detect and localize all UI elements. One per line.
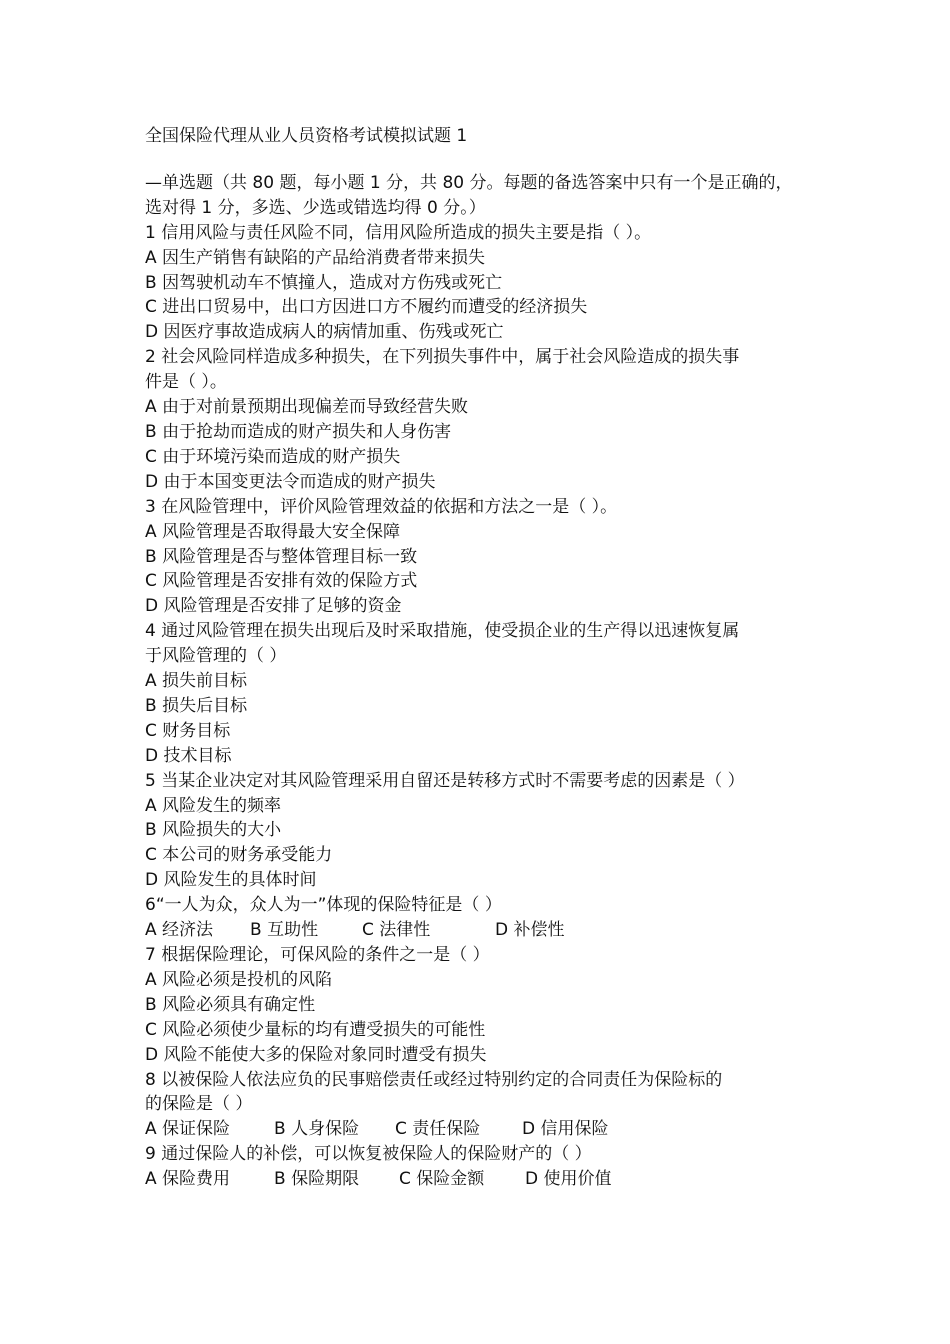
option-d: D 由于本国变更法令而造成的财产损失 bbox=[145, 471, 436, 492]
option-a: A 经济法 bbox=[145, 920, 214, 941]
question-stem: 3 在风险管理中，评价风险管理效益的依据和方法之一是（ ）。 bbox=[145, 496, 618, 517]
question-stem: 的保险是（ ） bbox=[145, 1094, 253, 1115]
question-stem: 于风险管理的（ ） bbox=[145, 646, 287, 667]
intro-line: —单选题（共 80 题，每小题 1 分，共 80 分。每题的备选答案中只有一个是正确的， bbox=[145, 172, 793, 193]
inline-options bbox=[145, 1117, 825, 1142]
option-c: C 财务目标 bbox=[145, 720, 231, 741]
option-c: C 法律性 bbox=[362, 920, 431, 941]
question-4 bbox=[145, 619, 825, 768]
question-5 bbox=[145, 769, 825, 894]
option-c: C 保险金额 bbox=[399, 1169, 485, 1190]
question-stem: 4 通过风险管理在损失出现后及时采取措施，使受损企业的生产得以迅速恢复属 bbox=[145, 621, 740, 642]
option-b: B 风险管理是否与整体管理目标一致 bbox=[145, 546, 418, 567]
option-b: B 损失后目标 bbox=[145, 695, 248, 716]
question-8 bbox=[145, 1068, 825, 1143]
question-6 bbox=[145, 893, 825, 943]
inline-options bbox=[145, 918, 825, 943]
document-title: 全国保险代理从业人员资格考试模拟试题 1 bbox=[145, 126, 468, 146]
question-stem: 5 当某企业决定对其风险管理采用自留还是转移方式时不需要考虑的因素是（ ） bbox=[145, 770, 745, 791]
option-a: A 保证保险 bbox=[145, 1119, 231, 1140]
question-3 bbox=[145, 495, 825, 620]
option-c: C 由于环境污染而造成的财产损失 bbox=[145, 446, 401, 467]
option-a: A 损失前目标 bbox=[145, 671, 248, 692]
option-b: B 人身保险 bbox=[274, 1119, 360, 1140]
option-b: B 互助性 bbox=[250, 920, 319, 941]
option-c: C 本公司的财务承受能力 bbox=[145, 845, 333, 866]
question-stem: 2 社会风险同样造成多种损失，在下列损失事件中，属于社会风险造成的损失事 bbox=[145, 347, 740, 368]
option-a: A 风险必须是投机的风陷 bbox=[145, 969, 333, 990]
option-a: A 因生产销售有缺陷的产品给消费者带来损失 bbox=[145, 247, 486, 268]
option-d: D 风险发生的具体时间 bbox=[145, 870, 317, 891]
intro-line: 选对得 1 分，多选、少选或错选均得 0 分。） bbox=[145, 197, 486, 218]
option-d: D 技术目标 bbox=[145, 745, 232, 766]
option-d: D 使用价值 bbox=[525, 1169, 612, 1190]
question-1 bbox=[145, 221, 825, 346]
option-a: A 保险费用 bbox=[145, 1169, 231, 1190]
option-b: B 因驾驶机动车不慎撞人，造成对方伤残或死亡 bbox=[145, 272, 503, 293]
question-2 bbox=[145, 345, 825, 494]
option-a: A 风险管理是否取得最大安全保障 bbox=[145, 521, 401, 542]
question-stem: 6“一人为众，众人为一”体现的保险特征是（ ） bbox=[145, 895, 502, 916]
option-d: D 因医疗事故造成病人的病情加重、伤残或死亡 bbox=[145, 322, 504, 343]
question-9 bbox=[145, 1142, 825, 1192]
question-stem: 8 以被保险人依法应负的民事赔偿责任或经过特别约定的合同责任为保险标的 bbox=[145, 1069, 723, 1090]
option-d: D 风险不能使大多的保险对象同时遭受有损失 bbox=[145, 1044, 487, 1065]
option-c: C 风险必须使少量标的均有遭受损失的可能性 bbox=[145, 1019, 486, 1040]
question-stem: 1 信用风险与责任风险不同，信用风险所造成的损失主要是指（ ）。 bbox=[145, 222, 652, 243]
question-7 bbox=[145, 943, 825, 1068]
option-d: D 风险管理是否安排了足够的资金 bbox=[145, 596, 402, 617]
document-page bbox=[145, 124, 825, 1192]
inline-options bbox=[145, 1167, 825, 1192]
option-c: C 进出口贸易中，出口方因进口方不履约而遭受的经济损失 bbox=[145, 297, 588, 318]
option-c: C 风险管理是否安排有效的保险方式 bbox=[145, 571, 418, 592]
option-d: D 信用保险 bbox=[522, 1119, 609, 1140]
option-b: B 保险期限 bbox=[274, 1169, 360, 1190]
question-stem: 件是（ ）。 bbox=[145, 372, 227, 393]
option-b: B 风险损失的大小 bbox=[145, 820, 282, 841]
option-b: B 风险必须具有确定性 bbox=[145, 994, 316, 1015]
option-b: B 由于抢劫而造成的财产损失和人身伤害 bbox=[145, 421, 452, 442]
question-stem: 7 根据保险理论，可保风险的条件之一是（ ） bbox=[145, 945, 490, 965]
question-stem: 9 通过保险人的补偿，可以恢复被保险人的保险财产的（ ） bbox=[145, 1144, 592, 1165]
section-intro bbox=[145, 171, 825, 221]
option-a: A 由于对前景预期出现偏差而导致经营失败 bbox=[145, 397, 469, 418]
option-c: C 责任保险 bbox=[395, 1119, 481, 1140]
option-d: D 补偿性 bbox=[495, 920, 565, 941]
option-a: A 风险发生的频率 bbox=[145, 795, 282, 816]
